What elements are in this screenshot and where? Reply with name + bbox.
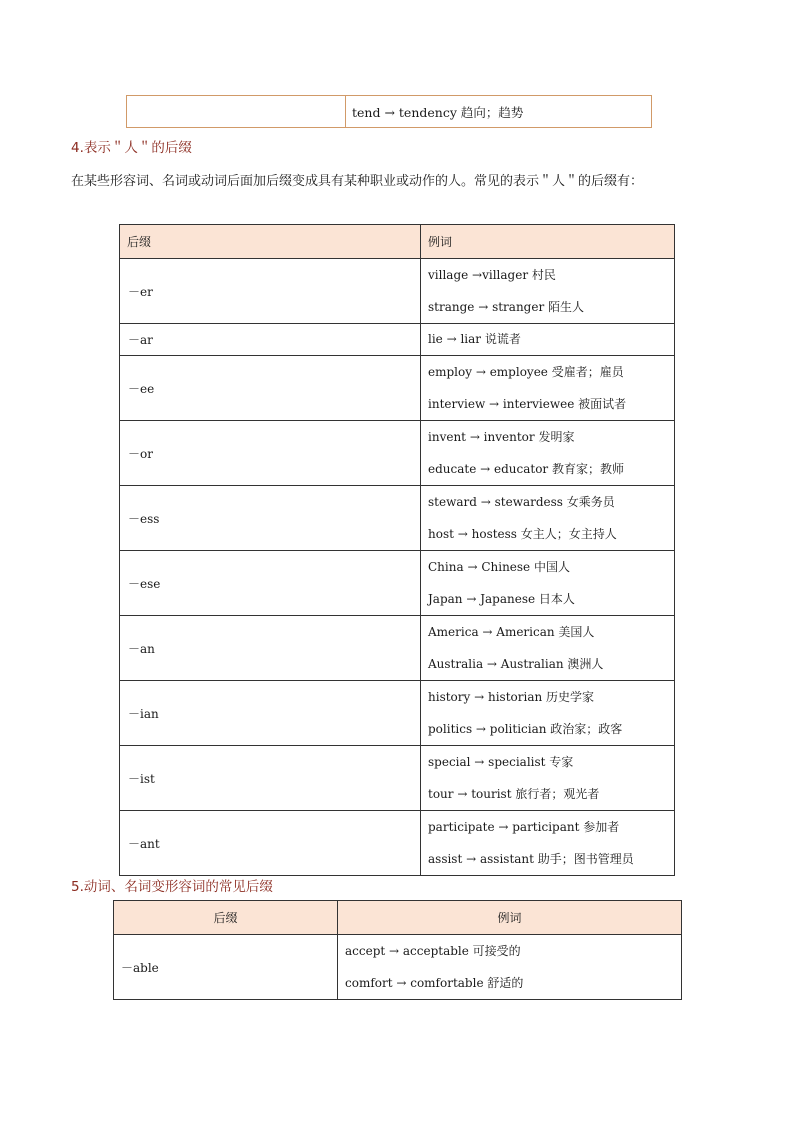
example-word: employ → employee 受雇者；雇员 bbox=[428, 365, 624, 379]
top-table-fragment bbox=[126, 95, 652, 128]
examples-cell bbox=[421, 421, 675, 486]
table-cell: tend → tendency 趋向；趋势 bbox=[346, 96, 652, 128]
column-header: 例词 bbox=[338, 901, 682, 935]
example-word: participate → participant 参加者 bbox=[428, 820, 620, 834]
column-header: 后缀 bbox=[114, 901, 338, 935]
suffix-cell: －ar bbox=[120, 324, 421, 356]
examples-cell bbox=[421, 551, 675, 616]
examples-cell bbox=[421, 356, 675, 421]
suffix-cell: －an bbox=[120, 616, 421, 681]
suffix-cell: －ee bbox=[120, 356, 421, 421]
example-word: comfort → comfortable 舒适的 bbox=[345, 976, 524, 990]
table-row bbox=[120, 356, 675, 421]
examples-cell bbox=[421, 324, 675, 356]
table-header-row bbox=[114, 901, 682, 935]
column-header: 后缀 bbox=[120, 225, 421, 259]
example-word: interview → interviewee 被面试者 bbox=[428, 397, 627, 411]
suffix-cell: －ess bbox=[120, 486, 421, 551]
table-row bbox=[127, 96, 652, 128]
example-word: China → Chinese 中国人 bbox=[428, 560, 570, 574]
suffix-cell: －ian bbox=[120, 681, 421, 746]
section-heading: 4.表示＂人＂的后缀 bbox=[71, 140, 192, 156]
example-word: strange → stranger 陌生人 bbox=[428, 300, 585, 314]
example-word: accept → acceptable 可接受的 bbox=[345, 944, 521, 958]
example-word: politics → politician 政治家；政客 bbox=[428, 722, 623, 736]
table-row bbox=[120, 259, 675, 324]
suffix-cell: －ist bbox=[120, 746, 421, 811]
table-row bbox=[114, 935, 682, 1000]
table-row bbox=[120, 746, 675, 811]
person-suffix-table bbox=[119, 224, 675, 876]
example-word: host → hostess 女主人；女主持人 bbox=[428, 527, 617, 541]
adjective-suffix-table bbox=[113, 900, 682, 1000]
table-row bbox=[120, 681, 675, 746]
suffix-cell: －er bbox=[120, 259, 421, 324]
section-intro: 在某些形容词、名词或动词后面加后缀变成具有某种职业或动作的人。常见的表示＂人＂的后缀有： bbox=[71, 174, 644, 189]
suffix-cell: －able bbox=[114, 935, 338, 1000]
example-word: invent → inventor 发明家 bbox=[428, 430, 575, 444]
example-word: assist → assistant 助手；图书管理员 bbox=[428, 852, 634, 866]
example-word: educate → educator 教育家；教师 bbox=[428, 462, 624, 476]
examples-cell bbox=[421, 811, 675, 876]
table-cell bbox=[127, 96, 346, 128]
examples-cell bbox=[421, 259, 675, 324]
example-word: steward → stewardess 女乘务员 bbox=[428, 495, 615, 509]
examples-cell bbox=[338, 935, 682, 1000]
examples-cell bbox=[421, 681, 675, 746]
table-row bbox=[120, 421, 675, 486]
suffix-cell: －or bbox=[120, 421, 421, 486]
example-word: Japan → Japanese 日本人 bbox=[428, 592, 575, 606]
table-row bbox=[120, 324, 675, 356]
table-row bbox=[120, 811, 675, 876]
suffix-cell: －ant bbox=[120, 811, 421, 876]
table-row bbox=[120, 616, 675, 681]
section-heading: 5.动词、名词变形容词的常见后缀 bbox=[71, 879, 273, 895]
column-header: 例词 bbox=[421, 225, 675, 259]
example-word: America → American 美国人 bbox=[428, 625, 595, 639]
table-header-row bbox=[120, 225, 675, 259]
examples-cell bbox=[421, 746, 675, 811]
table-row bbox=[120, 551, 675, 616]
example-word: Australia → Australian 澳洲人 bbox=[428, 657, 604, 671]
example-word: special → specialist 专家 bbox=[428, 755, 574, 769]
suffix-cell: －ese bbox=[120, 551, 421, 616]
table-row bbox=[120, 486, 675, 551]
example-word: history → historian 历史学家 bbox=[428, 690, 595, 704]
example-word: tour → tourist 旅行者；观光者 bbox=[428, 787, 600, 801]
example-word: village →villager 村民 bbox=[428, 268, 556, 282]
examples-cell bbox=[421, 616, 675, 681]
examples-cell bbox=[421, 486, 675, 551]
example-word: lie → liar 说谎者 bbox=[428, 332, 521, 346]
